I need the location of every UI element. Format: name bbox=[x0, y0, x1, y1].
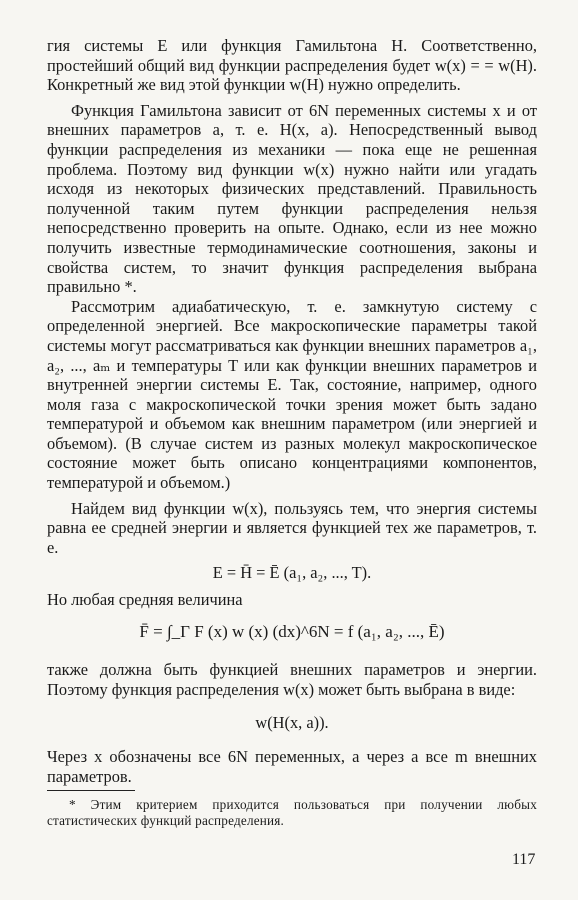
footnote: * Этим критерием приходится пользоваться при получении любых статистических функций распределения. bbox=[47, 797, 537, 829]
paragraph-3: Рассмотрим адиабатическую, т. е. замкнутую систему с определенной энергией. Все макроскопические параметры такой системы могут рассматриваться как функции внешних параметров a₁, a₂, ..., aₘ и температуры T или как функции внешних параметров и внутренней энергии системы E. Так, состояние, например, одного моля газа с макроскопической точки зрения может быть задано температурой и объемом как внешним параметром (или энергией и объемом). (В случае систем из разных молекул макроскопическое состояние может быть описано концентрациями компонентов, температурой и объемом.) bbox=[47, 296, 537, 493]
footnote-rule bbox=[47, 790, 135, 791]
page-number: 117 bbox=[512, 851, 536, 868]
equation-energy: E = H̄ = Ē (a₁, a₂, ..., T). bbox=[212, 563, 372, 583]
equation-distribution: w(H(x, a)). bbox=[255, 713, 329, 733]
paragraph-6: также должна быть функцией внешних параметров и энергии. Поэтому функция распределения w(x) может быть выбрана в виде: bbox=[47, 660, 537, 699]
paragraph-1: гия системы E или функция Гамильтона H. Соответственно, простейший общий вид функции распределения будет w(x) = = w(H). Конкретный же вид этой функции w(H) нужно определить. bbox=[47, 36, 537, 95]
paragraph-4: Найдем вид функции w(x), пользуясь тем, что энергия системы равна ее средней энергии и является функцией тех же параметров, т. е. bbox=[47, 498, 537, 557]
paragraph-2: Функция Гамильтона зависит от 6N переменных системы x и от внешних параметров a, т. е. H(x, a). Непосредственный вывод функции распределения из механики — пока еще не решенная проблема. Поэтому вид функции w(x) нужно найти или угадать исходя из некоторых физических представлений. Правильность полученной таким путем функции распределения нельзя непосредственно проверить на опыте. Однако, если из нее можно получить известные термодинамические соотношения, законы и свойства систем, то значит функция распределения выбрана правильно *. bbox=[47, 100, 537, 297]
page-body bbox=[47, 36, 537, 829]
equation-average: F̄ = ∫_Γ F (x) w (x) (dx)^6N = f (a₁, a₂, ..., Ē) bbox=[139, 622, 445, 642]
paragraph-7: Через x обозначены все 6N переменных, а через a все m внешних параметров. bbox=[47, 747, 537, 786]
paragraph-5: Но любая средняя величина bbox=[47, 590, 243, 610]
